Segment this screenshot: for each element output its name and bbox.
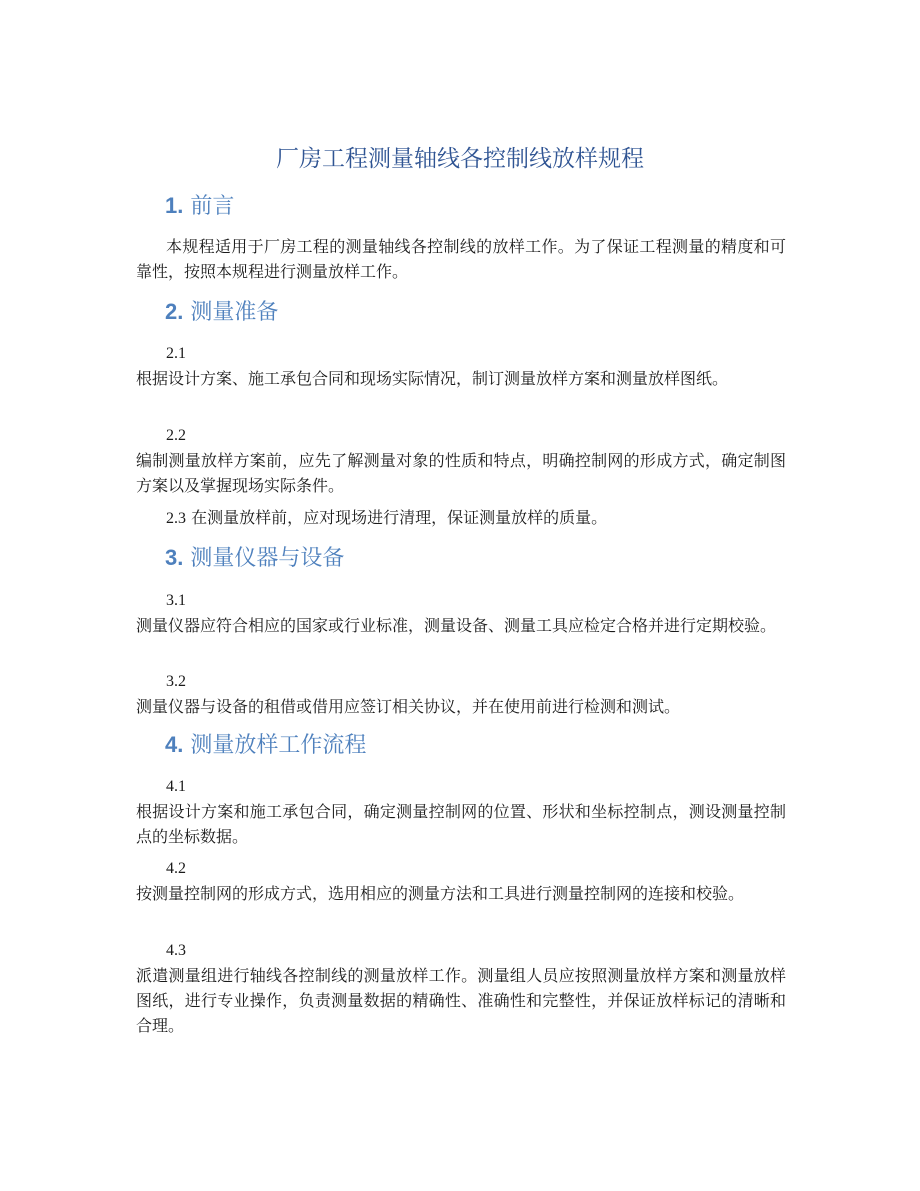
item-text: 派遣测量组进行轴线各控制线的测量放样工作。测量组人员应按照测量放样方案和测量放样图纸，进行专业操作，负责测量数据的精确性、准确性和完整性，并保证放样标记的清晰和合理。 [136,966,786,1035]
item-number: 2.2 [166,427,186,444]
list-item-4-3 [136,938,786,1038]
section-number: 1. [165,193,184,218]
item-text: 按测量控制网的形成方式，选用相应的测量方法和工具进行测量控制网的连接和校验。 [136,884,745,903]
section-title: 前言 [190,194,235,219]
item-text: 在测量放样前，应对现场进行清理，保证测量放样的质量。 [191,508,608,527]
list-item-3-2 [136,669,786,719]
list-item-2-1 [136,341,786,391]
section-heading-2 [165,296,278,329]
item-number: 3.2 [166,673,186,690]
item-text: 根据设计方案和施工承包合同，确定测量控制网的位置、形状和坐标控制点，测设测量控制点的坐标数据。 [136,802,786,846]
section-number: 3. [165,545,184,570]
list-item-4-2 [136,856,786,906]
item-number: 2.1 [166,345,186,362]
list-item-4-1 [136,774,786,849]
item-text: 测量仪器应符合相应的国家或行业标准，测量设备、测量工具应检定合格并进行定期校验。 [136,616,777,635]
section-title: 测量放样工作流程 [190,733,367,758]
list-item-2-3 [136,505,786,531]
list-item-2-2 [136,423,786,498]
section-heading-3 [165,542,344,575]
item-number: 4.2 [166,860,186,877]
item-number: 3.1 [166,592,186,609]
section-number: 2. [165,299,184,324]
item-text: 根据设计方案、施工承包合同和现场实际情况，制订测量放样方案和测量放样图纸。 [136,369,729,388]
item-text: 编制测量放样方案前，应先了解测量对象的性质和特点，明确控制网的形成方式，确定制图方案以及掌握现场实际条件。 [136,451,786,495]
section-title: 测量仪器与设备 [190,546,345,571]
item-number: 4.3 [166,942,186,959]
section-heading-1 [165,190,234,223]
item-number: 4.1 [166,778,186,795]
section-number: 4. [165,732,184,757]
item-text: 测量仪器与设备的租借或借用应签订相关协议，并在使用前进行检测和测试。 [136,697,681,716]
item-number: 2.3 [166,510,186,527]
section-title: 测量准备 [190,300,279,325]
section-heading-4 [165,729,366,762]
document-title: 厂房工程测量轴线各控制线放样规程 [276,146,644,172]
list-item-3-1 [136,588,786,638]
section-intro-paragraph: 本规程适用于厂房工程的测量轴线各控制线的放样工作。为了保证工程测量的精度和可靠性，按照本规程进行测量放样工作。 [136,237,786,281]
